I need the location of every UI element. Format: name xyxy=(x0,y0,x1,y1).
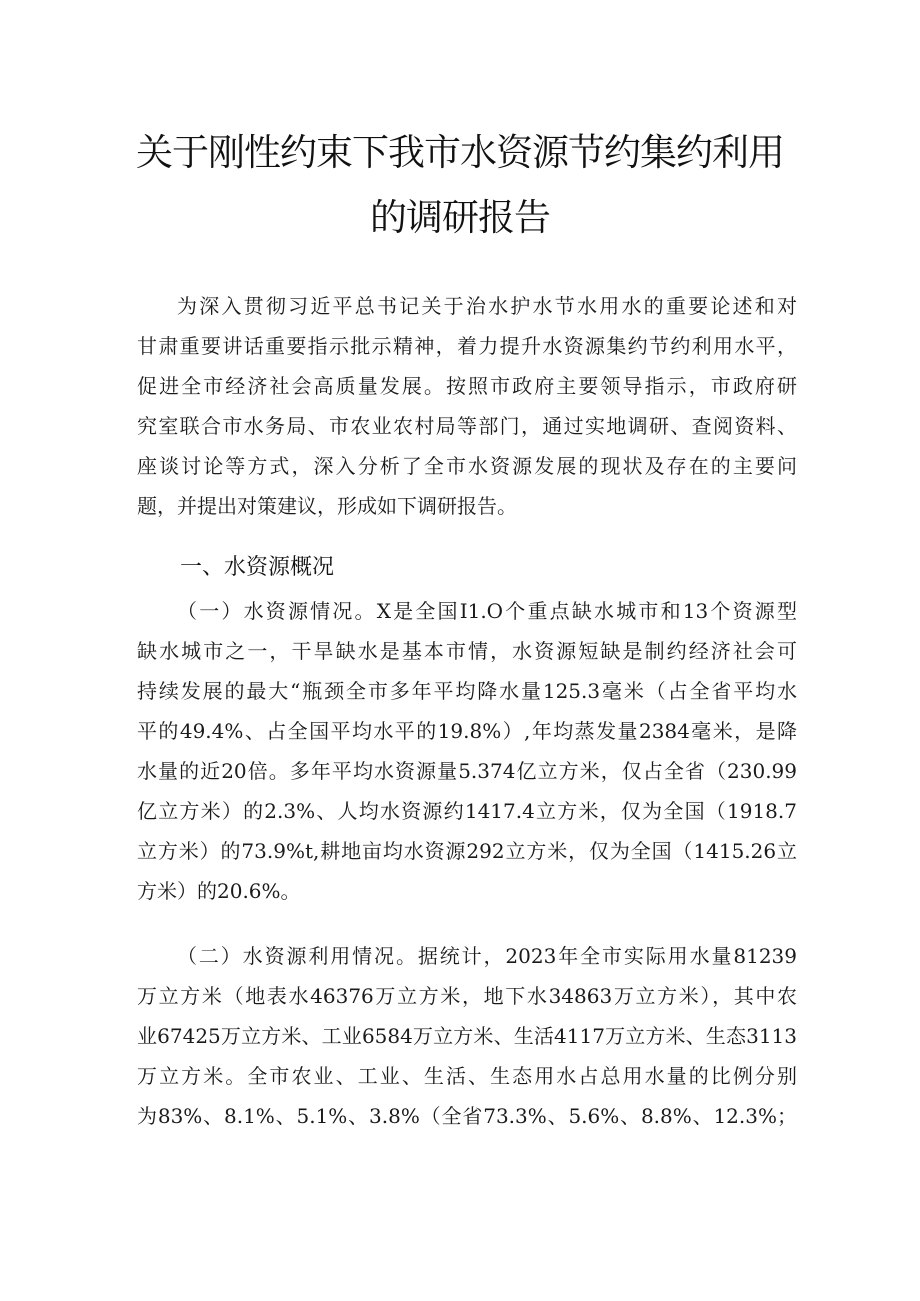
intro-line: 甘肃重要讲话重要指示批示精神，着力提升水资源集约节约利用水平， xyxy=(137,334,797,358)
paragraph-line: 为83%、8.1%、5.1%、3.8%（全省73.3%、5.6%、8.8%、12.3%； xyxy=(137,1104,797,1128)
paragraph-line: 万立方米（地表水46376万立方米，地下水34863万立方米），其中农 xyxy=(137,984,797,1008)
water-use-paragraph xyxy=(137,936,797,1136)
paragraph-line: 业67425万立方米、工业6584万立方米、生活4117万立方米、生态3113 xyxy=(137,1024,797,1048)
paragraph-line: 持续发展的最大“瓶颈全市多年平均降水量125.3毫米（占全省平均水 xyxy=(137,679,797,703)
paragraph-line: 水量的近20倍。多年平均水资源量5.374亿立方米，仅占全省（230.99 xyxy=(137,759,797,783)
paragraph-line: 平的49.4%、占全国平均水平的19.8%）,年均蒸发量2384毫米，是降 xyxy=(137,719,797,743)
section-heading-water-resources-overview: 一、水资源概况 xyxy=(180,555,335,580)
paragraph-line: 万立方米。全市农业、工业、生活、生态用水占总用水量的比例分别 xyxy=(137,1064,797,1088)
intro-line: 题，并提出对策建议，形成如下调研报告。 xyxy=(137,494,517,518)
paragraph-line: 亿立方米）的2.3%、人均水资源约1417.4立方米，仅为全国（1918.7 xyxy=(137,799,797,823)
intro-line: 促进全市经济社会高质量发展。按照市政府主要领导指示，市政府研 xyxy=(137,374,797,398)
water-resources-paragraph xyxy=(137,591,797,911)
document-title-line-2: 的调研报告 xyxy=(370,196,550,239)
intro-line: 究室联合市水务局、市农业农村局等部门，通过实地调研、查阅资料、 xyxy=(137,414,797,438)
paragraph-line: （一）水资源情况。X是全国I1.O个重点缺水城市和13个资源型 xyxy=(177,599,797,623)
paragraph-line: 立方米）的73.9%t,耕地亩均水资源292立方米，仅为全国（1415.26立 xyxy=(137,839,797,863)
intro-line: 座谈讨论等方式，深入分析了全市水资源发展的现状及存在的主要问 xyxy=(137,454,797,478)
paragraph-line: （二）水资源利用情况。据统计，2023年全市实际用水量81239 xyxy=(177,944,797,968)
intro-line: 为深入贯彻习近平总书记关于治水护水节水用水的重要论述和对 xyxy=(177,294,797,318)
paragraph-line: 方米）的20.6%。 xyxy=(137,879,301,903)
document-title-line-1: 关于刚性约束下我市水资源节约集约利用 xyxy=(136,131,784,174)
intro-paragraph xyxy=(137,286,797,526)
paragraph-line: 缺水城市之一，干旱缺水是基本市情，水资源短缺是制约经济社会可 xyxy=(137,639,797,663)
